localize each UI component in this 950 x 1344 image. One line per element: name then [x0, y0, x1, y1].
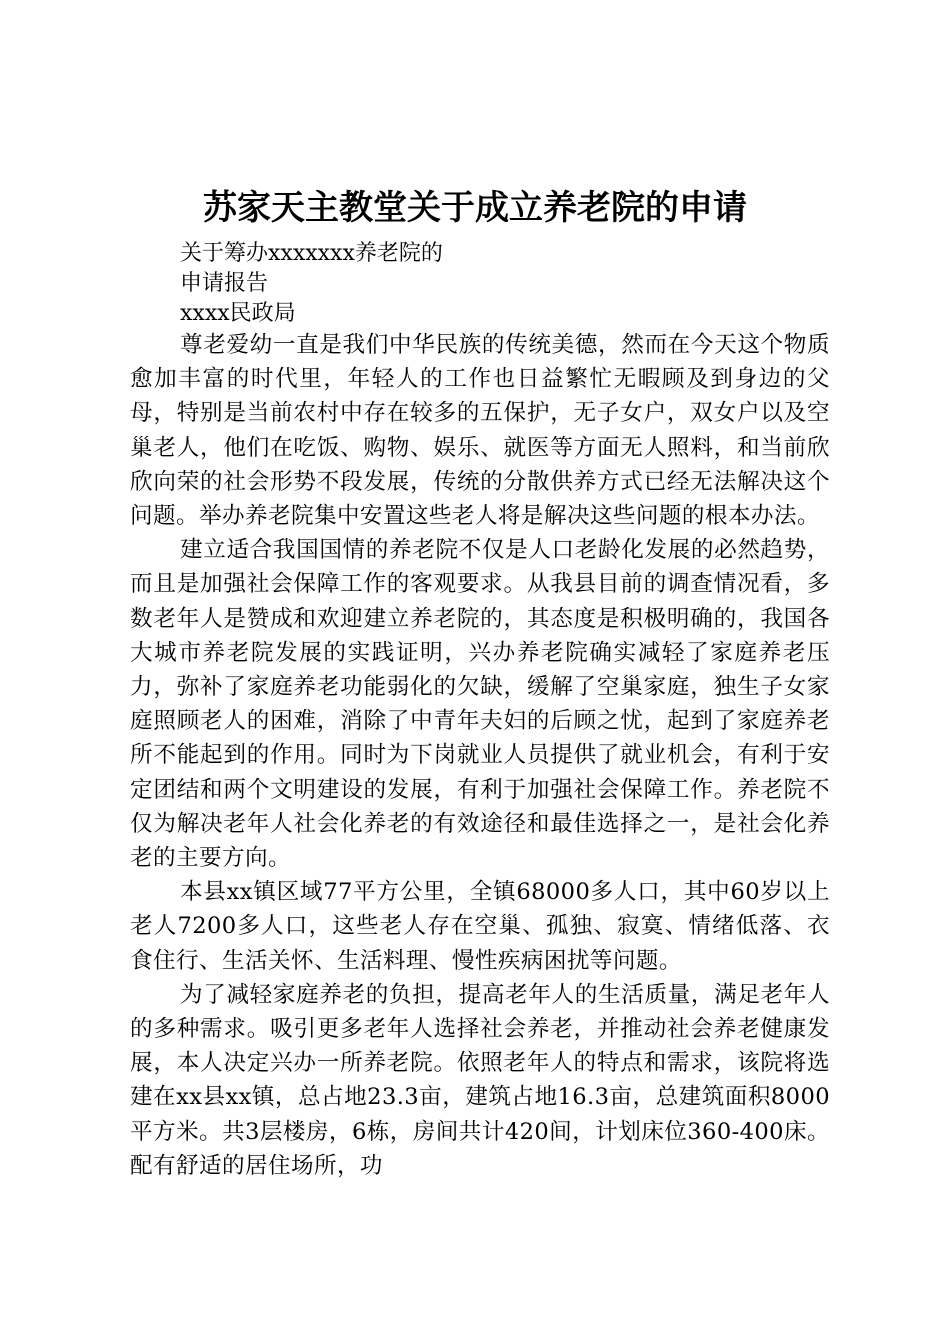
paragraph: 建立适合我国国情的养老院不仅是人口老龄化发展的必然趋势，而且是加强社会保障工作的客观要求。从我县目前的调查情况看，多数老年人是赞成和欢迎建立养老院的，其态度是积极明确的，我国各大城市养老院发展的实践证明，兴办养老院确实减轻了家庭养老压力，弥补了家庭养老功能弱化的欠缺，缓解了空巢家庭，独生子女家庭照顾老人的困难，消除了中青年夫妇的后顾之忧，起到了家庭养老所不能起到的作用。同时为下岗就业人员提供了就业机会，有利于安定团结和两个文明建设的发展，有利于加强社会保障工作。养老院不仅为解决老年人社会化养老的有效途径和最佳选择之一，是社会化养老的主要方向。: [130, 537, 830, 872]
subtitle-line-2: 申请报告: [180, 271, 269, 296]
paragraph: 为了减轻家庭养老的负担，提高老年人的生活质量，满足老年人的多种需求。吸引更多老年人选择社会养老，并推动社会养老健康发展，本人决定兴办一所养老院。依照老年人的特点和需求，该院将选建在xx县xx镇，总占地23.3亩，建筑占地16.3亩，总建筑面积8000平方米。共3层楼房，6栋，房间共计420间，计划床位360-400床。配有舒适的居住场所，功: [130, 981, 830, 1179]
document-body: [130, 328, 830, 1183]
recipient: xxxx民政局: [180, 301, 296, 326]
document-title: 苏家天主教堂关于成立养老院的申请: [203, 188, 747, 228]
subtitle-line-1: 关于筹办xxxxxxx养老院的: [180, 241, 443, 266]
paragraph: 尊老爱幼一直是我们中华民族的传统美德，然而在今天这个物质愈加丰富的时代里，年轻人的工作也日益繁忙无暇顾及到身边的父母，特别是当前农村中存在较多的五保护，无子女户，双女户以及空巢老人，他们在吃饭、购物、娱乐、就医等方面无人照料，和当前欣欣向荣的社会形势不段发展，传统的分散供养方式已经无法解决这个问题。举办养老院集中安置这些老人将是解决这些问题的根本办法。: [130, 332, 830, 530]
paragraph: 本县xx镇区域77平方公里，全镇68000多人口，其中60岁以上老人7200多人口，这些老人存在空巢、孤独、寂寞、情绪低落、衣食住行、生活关怀、生活料理、慢性疾病困扰等问题。: [130, 879, 830, 974]
